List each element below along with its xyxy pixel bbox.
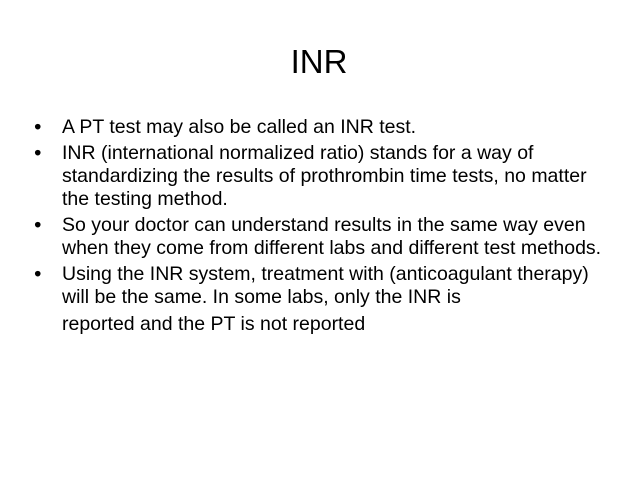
bullet-item <box>32 116 602 139</box>
bullet-item <box>32 263 602 336</box>
bullet-text: INR (international normalized ratio) stands for a way of standardizing the results of prothrombin time tests, no matter the testing method. <box>62 142 587 210</box>
bullet-item <box>32 142 602 211</box>
bullet-icon: • <box>32 263 44 286</box>
bullet-icon: • <box>32 214 44 237</box>
bullet-item <box>32 214 602 260</box>
bullet-text: Using the INR system, treatment with (anticoagulant therapy) will be the same. In some labs, only the INR is <box>62 263 589 308</box>
bullet-list <box>32 116 602 339</box>
bullet-text: A PT test may also be called an INR test. <box>62 116 417 138</box>
bullet-text-continued: reported and the PT is not reported <box>62 313 366 335</box>
bullet-icon: • <box>32 116 44 139</box>
slide-title: INR <box>290 43 348 80</box>
bullet-icon: • <box>32 142 44 165</box>
bullet-text: So your doctor can understand results in the same way even when they come from different labs and different test methods. <box>62 214 602 259</box>
